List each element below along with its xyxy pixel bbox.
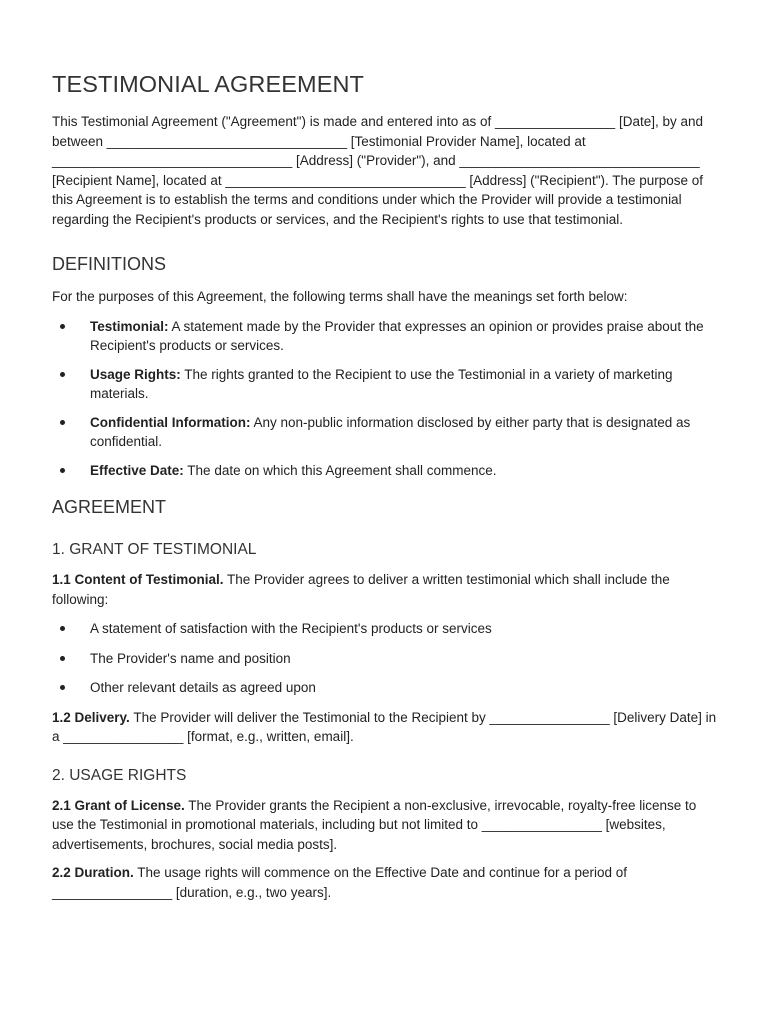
section-1-1-label: 1.1 Content of Testimonial. bbox=[52, 572, 224, 587]
definition-item-confidential-information bbox=[52, 413, 720, 452]
section-2-1-paragraph bbox=[52, 796, 720, 855]
definition-term: Effective Date: bbox=[90, 462, 184, 478]
list-item bbox=[52, 649, 720, 669]
list-item bbox=[52, 678, 720, 698]
bullet-icon bbox=[60, 324, 65, 329]
document-title: TESTIMONIAL AGREEMENT bbox=[52, 71, 364, 97]
usage-rights-heading: 2. USAGE RIGHTS bbox=[52, 766, 187, 784]
section-1-1-paragraph bbox=[52, 570, 720, 609]
definitions-intro: For the purposes of this Agreement, the following terms shall have the meanings set forth below: bbox=[52, 289, 628, 304]
section-1-2-text: The Provider will deliver the Testimonial to the Recipient by ________________ [Delivery Date] in a ________________ [format, e.g., written, email]. bbox=[52, 709, 717, 744]
bullet-icon bbox=[60, 656, 65, 661]
list-item-text: Other relevant details as agreed upon bbox=[90, 680, 316, 695]
bullet-icon bbox=[60, 468, 65, 473]
testimonial-content-list bbox=[52, 619, 720, 698]
intro-paragraph: This Testimonial Agreement ("Agreement") is made and entered into as of ________________ [Date], by and between ________________________________ [Testimonial Provider Name], located at ________________________________ [Address] ("Provider"), and ________________________________ [Recipient Name], located at ________________________________ [Address] ("Recipient"). The purpose of this Agreement is to establish the terms and conditions under which the Provider will provide a testimonial regarding the Recipient's products or services, and the Recipient's rights to use that testimonial. bbox=[52, 114, 704, 227]
section-2-2-paragraph bbox=[52, 863, 720, 902]
list-item bbox=[52, 619, 720, 639]
agreement-heading: AGREEMENT bbox=[52, 497, 167, 517]
document-content bbox=[52, 70, 720, 902]
definition-term: Testimonial: bbox=[90, 318, 169, 334]
section-2-2-label: 2.2 Duration. bbox=[52, 865, 134, 880]
section-2-1-label: 2.1 Grant of License. bbox=[52, 797, 185, 813]
definitions-heading: DEFINITIONS bbox=[52, 254, 167, 274]
section-2-2-text: The usage rights will commence on the Effective Date and continue for a period of ________________ [duration, e.g., two years]. bbox=[52, 865, 628, 900]
list-item-text: The Provider's name and position bbox=[90, 650, 291, 666]
section-2-1-text: The Provider grants the Recipient a non-exclusive, irrevocable, royalty-free license to use the Testimonial in promotional materials, including but not limited to ________________ [websites, advertisements, brochures, social media posts]. bbox=[52, 797, 697, 852]
definition-term: Confidential Information: bbox=[90, 414, 251, 430]
definition-item-testimonial bbox=[52, 317, 720, 356]
bullet-icon bbox=[60, 626, 65, 631]
grant-of-testimonial-heading: 1. GRANT OF TESTIMONIAL bbox=[52, 541, 257, 558]
bullet-icon bbox=[60, 420, 65, 425]
definition-text: The date on which this Agreement shall commence. bbox=[183, 462, 497, 478]
definition-text: The rights granted to the Recipient to use the Testimonial in a variety of marketing materials. bbox=[90, 366, 673, 401]
definition-term: Usage Rights: bbox=[90, 366, 181, 382]
list-item-text: A statement of satisfaction with the Recipient's products or services bbox=[90, 621, 492, 636]
definition-item-usage-rights bbox=[52, 365, 720, 404]
definitions-list bbox=[52, 317, 720, 481]
bullet-icon bbox=[60, 372, 65, 377]
section-1-2-paragraph bbox=[52, 708, 720, 747]
section-1-1-text: The Provider agrees to deliver a written testimonial which shall include the following: bbox=[52, 572, 670, 607]
definition-text: A statement made by the Provider that expresses an opinion or provides praise about the Recipient's products or services. bbox=[90, 318, 704, 353]
bullet-icon bbox=[60, 685, 65, 690]
definition-text: Any non-public information disclosed by either party that is designated as confidential. bbox=[90, 414, 691, 449]
section-1-2-label: 1.2 Delivery. bbox=[52, 709, 130, 725]
definition-item-effective-date bbox=[52, 461, 720, 481]
